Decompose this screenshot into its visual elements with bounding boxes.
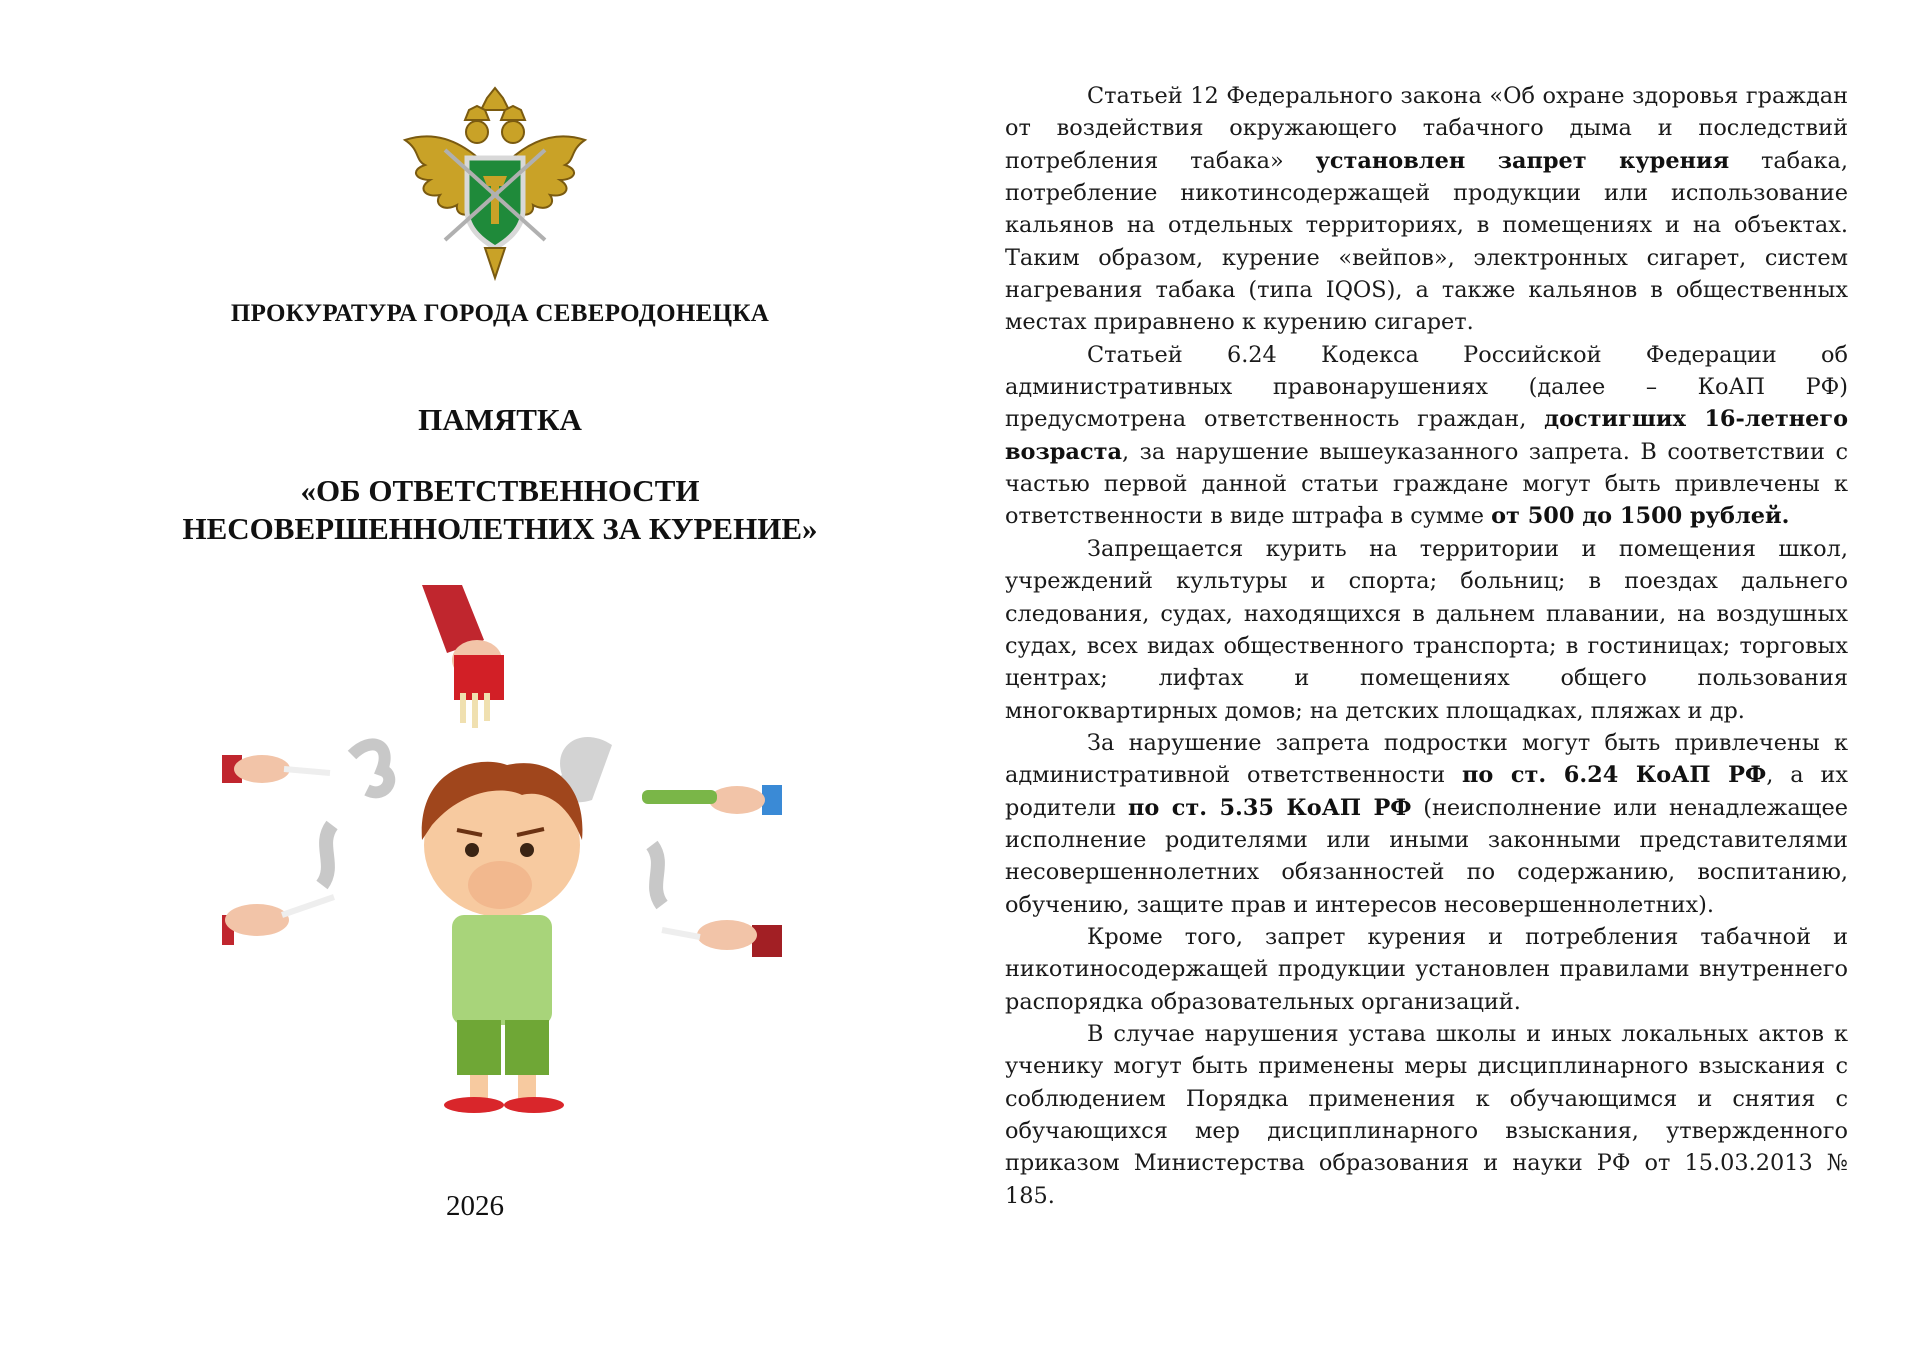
paragraph-2: Статьей 6.24 Кодекса Российской Федерации об административных правонарушениях (далее – КоАП РФ) предусмотрена ответственность граждан, достигших 16-летнего возраста, за нарушение вышеуказанного запрета. В соответствии с частью первой данной статьи граждане могут быть привлечены к ответственности в виде штрафа в сумме от 500 до 1500 рублей. bbox=[1005, 341, 1848, 530]
title-line-1: «ОБ ОТВЕТСТВЕННОСТИ bbox=[300, 473, 700, 508]
paragraph-3: Запрещается курить на территории и помещения школ, учреждений культуры и спорта; больниц; в поездах дальнего следования, судах, находящихся в дальнем плавании, на воздушных судах, всех видах общественного транспорта; в гостиницах; торговых центрах; лифтах и помещениях общего пользования многоквартирных домов; на детских площадках, пляжах и др. bbox=[1005, 535, 1848, 724]
prosecutor-emblem-icon bbox=[395, 80, 595, 290]
cover-page bbox=[150, 60, 850, 1280]
paragraph-6: В случае нарушения устава школы и иных локальных актов к ученику могут быть применены меры дисциплинарного взыскания с соблюдением Порядка применения к обучающимся и снятия с обучающихся мер дисциплинарного взыскания, утвержденного приказом Министерства образования и науки РФ от 15.03.2013 № 185. bbox=[1005, 1020, 1848, 1209]
organization-name: ПРОКУРАТУРА ГОРОДА СЕВЕРОДОНЕЦКА bbox=[230, 300, 770, 327]
child-surrounded-by-smoke-illustration bbox=[222, 585, 782, 1115]
paragraph-4: За нарушение запрета подростки могут быть привлечены к административной ответственности по ст. 6.24 КоАП РФ, а их родители по ст. 5.35 КоАП РФ (неисполнение или ненадлежащее исполнение родителями или иными законными представителями несовершеннолетних обязанностей по содержанию, воспитанию, обучению, защите прав и интересов несовершеннолетних). bbox=[1005, 729, 1849, 918]
paragraph-1: Статьей 12 Федерального закона «Об охране здоровья граждан от воздействия окружающего табачного дыма и последствий потребления табака» установлен запрет курения табака, потребление никотинсодержащей продукции или использование кальянов на отдельных территориях, в помещениях и на объектах. Таким образом, курение «вейпов», электронных сигарет, систем нагревания табака (типа IQOS), а также кальянов в общественных местах приравнено к курению сигарет. bbox=[1005, 83, 1848, 336]
publication-year: 2026 bbox=[446, 1190, 504, 1222]
memo-body bbox=[1005, 80, 1848, 1212]
title-line-2: НЕСОВЕРШЕННОЛЕТНИХ ЗА КУРЕНИЕ» bbox=[182, 511, 818, 546]
document-type: ПАМЯТКА bbox=[418, 402, 582, 437]
paragraph-5: Кроме того, запрет курения и потребления табачной и никотиносодержащей продукции установлен правилами внутреннего распорядка образовательных организаций. bbox=[1005, 923, 1848, 1015]
document-title bbox=[150, 472, 850, 548]
